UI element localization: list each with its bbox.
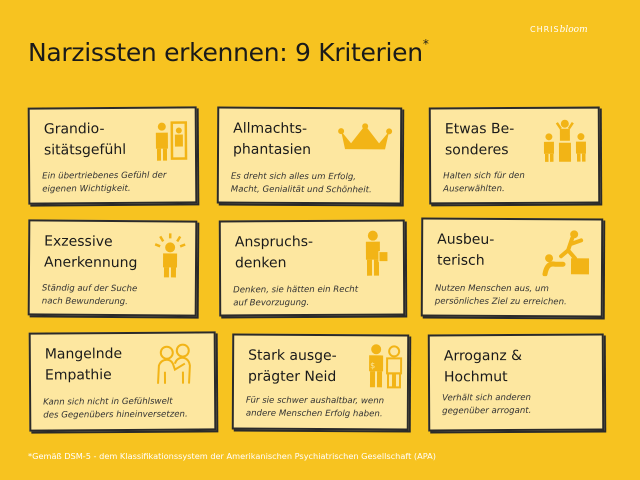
mirror-person-icon [150, 118, 190, 162]
card-ausbeuterisch [421, 218, 604, 318]
card-besonderes [429, 107, 601, 205]
card-heading: Anspruchs- denken [234, 233, 314, 272]
brand-logo: CHRISbloom [530, 25, 588, 35]
person-with-bag-icon [361, 230, 389, 278]
card-grandiositaet [28, 106, 198, 204]
card-description: Für sie schwer aushaltbar, wenn andere Menschen Erfolg haben. [245, 395, 385, 420]
card-description: Ein übertriebenes Gefühl der eigenen Wichtigkeit. [42, 170, 167, 195]
podium-icon [541, 115, 589, 163]
svg-text:$: $ [370, 361, 376, 371]
attention-person-icon [152, 232, 188, 278]
card-neid [232, 334, 410, 431]
card-description: Denken, sie hätten ein Recht auf Bevorzugung. [233, 284, 359, 309]
card-description: Es dreht sich alles um Erfolg, Macht, Genialität und Schönheit. [230, 171, 372, 196]
climbing-over-person-icon [541, 228, 591, 276]
card-heading: Grandio- sitätsgefühl [43, 121, 127, 159]
card-description: Ständig auf der Suche nach Bewunderung. [41, 283, 138, 308]
card-anspruchsdenken [219, 220, 406, 317]
card-arroganz [428, 334, 605, 432]
hug-icon [155, 343, 195, 385]
footnote: *Gemäß DSM-5 - dem Klassifikationssystem der Amerikanischen Psychiatrischen Gesellschaft (APA) [28, 451, 436, 461]
card-description: Kann sich nicht in Gefühlswelt des Gegenübers hineinversetzen. [43, 396, 188, 421]
card-heading: Stark ausge- prägter Neid [247, 347, 337, 386]
card-empathie [29, 331, 217, 431]
envy-people-icon [366, 342, 404, 390]
card-heading: Exzessive Anerkennung [43, 233, 138, 272]
card-heading: Allmachts- phantasien [232, 120, 312, 159]
card-allmacht [217, 107, 403, 205]
card-description: Verhält sich anderen gegenüber arrogant. [442, 392, 532, 417]
card-heading: Arroganz & Hochmut [443, 347, 523, 386]
crown-icon [337, 123, 393, 153]
card-description: Halten sich für den Auserwählten. [443, 170, 525, 195]
page-title: Narzissten erkennen: 9 Kriterien* [28, 36, 429, 67]
card-anerkennung [28, 219, 198, 316]
card-heading: Etwas Be- sonderes [444, 121, 515, 159]
card-description: Nutzen Menschen aus, um persönliches Ziel zu erreichen. [434, 283, 567, 308]
card-heading: Ausbeu- terisch [436, 231, 495, 269]
card-heading: Mangelnde Empathie [44, 346, 123, 384]
